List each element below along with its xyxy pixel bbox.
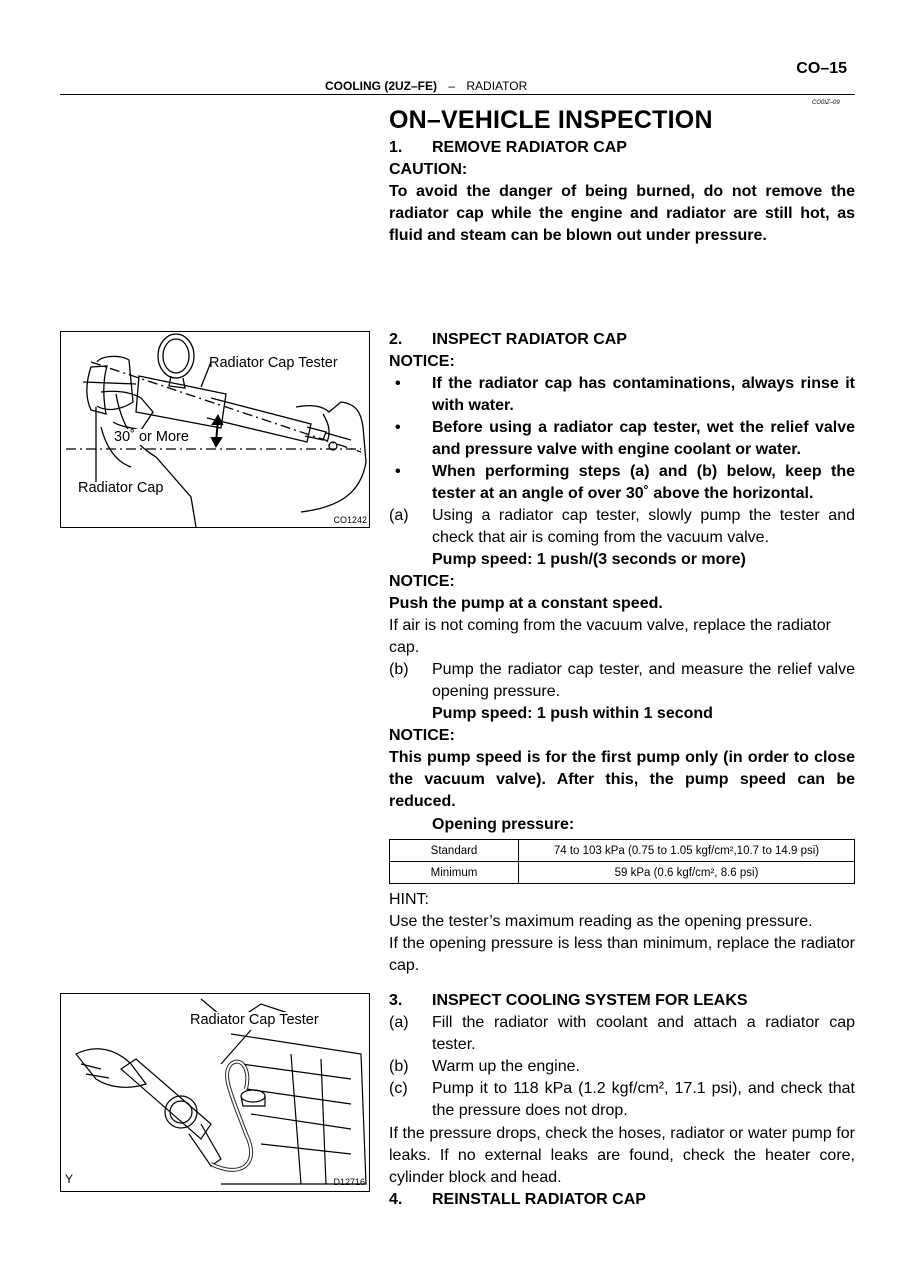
step3-number: 3. [389, 992, 403, 1009]
figure-cooling-leak-test [60, 993, 370, 1192]
section-title: COOLING (2UZ–FE) [325, 79, 438, 93]
step2-title: INSPECT RADIATOR CAP [432, 331, 627, 348]
substep-a-text: Using a radiator cap tester, slowly pump the tester and check that air is coming from the vacuum valve. [432, 507, 855, 547]
table-row [390, 840, 855, 862]
substep-c-label: (c) [389, 1080, 408, 1097]
substep-a [389, 1012, 855, 1056]
notice2-label: NOTICE: [389, 573, 455, 590]
notice-bullet-text: When performing steps (a) and (b) below, keep the tester at an angle of over 30˚ above the horizontal. [432, 463, 855, 503]
pump-speed-b: Pump speed: 1 push within 1 second [432, 705, 713, 722]
label-radiator-cap-tester: Radiator Cap Tester [190, 1012, 319, 1028]
header-rule [60, 94, 855, 95]
substep-a [389, 505, 855, 549]
substep-a-label: (a) [389, 507, 409, 524]
step3-title: INSPECT COOLING SYSTEM FOR LEAKS [432, 992, 748, 1009]
substep-c-text: Pump it to 118 kPa (1.2 kgf/cm², 17.1 psi), and check that the pressure does not drop. [432, 1080, 855, 1120]
figure-code: CO1242 [333, 515, 367, 525]
opening-pressure-label: Opening pressure: [432, 816, 575, 833]
doc-code: CO0IZ–09 [812, 100, 840, 106]
page-number: CO–15 [796, 60, 847, 77]
substep-b [389, 1056, 855, 1078]
hint-text-2: If the opening pressure is less than minimum, replace the radiator cap. [389, 935, 855, 975]
step2-heading [389, 329, 627, 351]
notice-bullet: • If the radiator cap has contaminations, always rinse it with water. [389, 373, 855, 417]
notice-bullet-text: If the radiator cap has contaminations, always rinse it with water. [432, 375, 855, 415]
notice3-label: NOTICE: [389, 727, 455, 744]
label-radiator-cap: Radiator Cap [78, 480, 164, 496]
notice3-text: This pump speed is for the first pump only (in order to close the vacuum valve). After this, the pump speed can be reduced. [389, 749, 855, 811]
subsection-title: RADIATOR [466, 79, 528, 93]
substep-b-label: (b) [389, 1058, 409, 1075]
table-cell-label: Standard [390, 840, 519, 862]
hint-label: HINT: [389, 891, 429, 908]
step1-title: REMOVE RADIATOR CAP [432, 139, 627, 156]
label-angle: 30˚ or More [114, 429, 189, 445]
figure-code: D12716 [333, 1177, 365, 1187]
running-header [325, 79, 527, 93]
step4-heading [389, 1189, 646, 1211]
step1-heading [389, 137, 627, 159]
notice-label: NOTICE: [389, 353, 455, 370]
figure-corner-mark: Y [65, 1172, 74, 1186]
figure-radiator-cap-tester [60, 331, 370, 528]
substep-a-after: If air is not coming from the vacuum valve, replace the radiator cap. [389, 617, 831, 657]
header-dash: – [448, 79, 456, 93]
step3-after: If the pressure drops, check the hoses, radiator or water pump for leaks. If no external leaks are found, check the heater core, cylinder block and head. [389, 1125, 855, 1187]
notice-bullet: • Before using a radiator cap tester, wet the relief valve and pressure valve with engine coolant or water. [389, 417, 855, 461]
substep-b-text: Pump the radiator cap tester, and measure the relief valve opening pressure. [432, 661, 855, 701]
caution-text: To avoid the danger of being burned, do not remove the radiator cap while the engine and radiator are still hot, as fluid and steam can be blown out under pressure. [389, 183, 855, 245]
step4-number: 4. [389, 1191, 403, 1208]
notice-bullet-text: Before using a radiator cap tester, wet the relief valve and pressure valve with engine coolant or water. [432, 419, 855, 459]
substep-a-label: (a) [389, 1014, 409, 1031]
notice-bullet: • When performing steps (a) and (b) below, keep the tester at an angle of over 30˚ above the horizontal. [389, 461, 855, 505]
pump-speed-a: Pump speed: 1 push/(3 seconds or more) [432, 551, 746, 568]
step4-title: REINSTALL RADIATOR CAP [432, 1191, 646, 1208]
step2-number: 2. [389, 331, 403, 348]
table-cell-value: 59 kPa (0.6 kgf/cm², 8.6 psi) [519, 862, 855, 884]
step3-heading [389, 990, 748, 1012]
label-radiator-cap-tester: Radiator Cap Tester [209, 355, 338, 371]
opening-pressure-table [389, 839, 855, 884]
substep-a-text: Fill the radiator with coolant and attach a radiator cap tester. [432, 1014, 855, 1054]
substep-b [389, 659, 855, 703]
substep-b-label: (b) [389, 661, 409, 678]
hint-text-1: Use the tester’s maximum reading as the opening pressure. [389, 913, 813, 930]
table-cell-label: Minimum [390, 862, 519, 884]
table-cell-value: 74 to 103 kPa (0.75 to 1.05 kgf/cm²,10.7 to 14.9 psi) [519, 840, 855, 862]
notice2-text: Push the pump at a constant speed. [389, 595, 663, 612]
table-row [390, 862, 855, 884]
page-title: ON–VEHICLE INSPECTION [389, 106, 713, 134]
caution-label: CAUTION: [389, 161, 468, 178]
step1-number: 1. [389, 139, 403, 156]
substep-b-text: Warm up the engine. [432, 1058, 580, 1075]
substep-c [389, 1078, 855, 1122]
